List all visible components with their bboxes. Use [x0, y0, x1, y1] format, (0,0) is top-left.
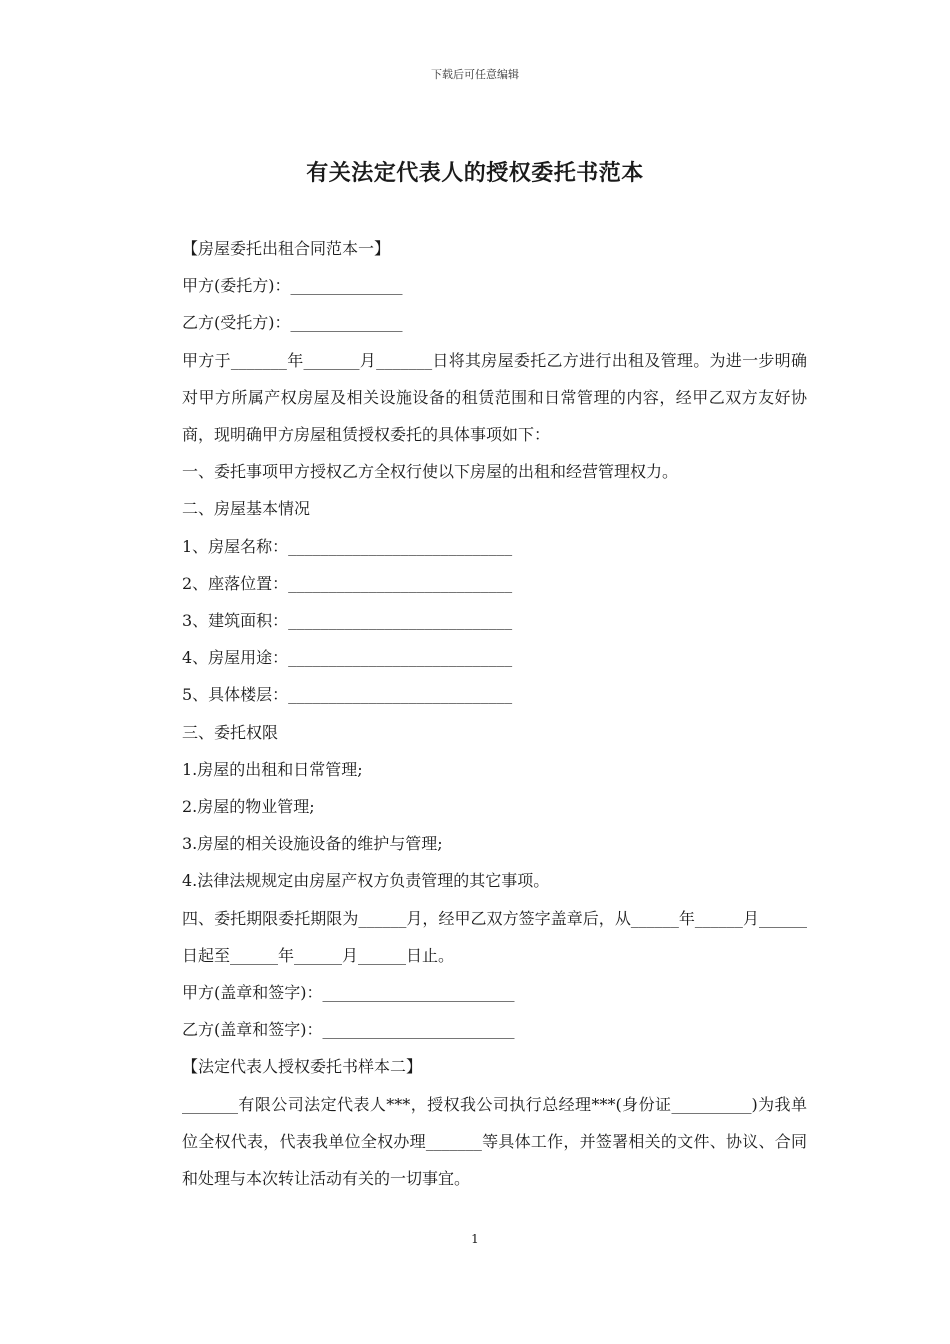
- house-location-line: 2、座落位置：____________________________: [182, 573, 513, 593]
- house-usage-line: 4、房屋用途：____________________________: [182, 648, 513, 668]
- party-b-signature-line: 乙方(盖章和签字)：________________________: [182, 1020, 515, 1040]
- section-heading-2: 【法定代表人授权委托书样本二】: [182, 1057, 423, 1077]
- clause-4-term: 四、委托期限委托期限为______月，经甲乙双方签字盖章后，从______年______月______日起至______年______月______日止。: [182, 908, 807, 965]
- clause-1: 一、委托事项甲方授权乙方全权行使以下房屋的出租和经营管理权力。: [182, 462, 679, 482]
- authority-item-1: 1.房屋的出租和日常管理;: [182, 759, 363, 779]
- party-a-line: 甲方(委托方)：______________: [182, 276, 403, 296]
- document-body: [145, 230, 807, 1197]
- clause-3-heading: 三、委托权限: [182, 722, 279, 742]
- party-b-line: 乙方(受托方)：______________: [182, 313, 403, 333]
- house-area-line: 3、建筑面积：____________________________: [182, 611, 513, 631]
- house-floor-line: 5、具体楼层：____________________________: [182, 685, 513, 705]
- authorization-paragraph: _______有限公司法定代表人***，授权我公司执行总经理***(身份证__________)为我单位全权代表，代表我单位全权办理_______等具体工作，并签署相关的文件、协议、合同和处理与本次转让活动有关的一切事宜。: [182, 1094, 807, 1189]
- clause-2-heading: 二、房屋基本情况: [182, 499, 311, 519]
- header-note: 下载后可任意编辑: [431, 68, 519, 81]
- document-title: 有关法定代表人的授权委托书范本: [306, 160, 644, 186]
- authority-item-2: 2.房屋的物业管理;: [182, 797, 315, 817]
- section-heading-1: 【房屋委托出租合同范本一】: [182, 239, 391, 258]
- page-number: 1: [471, 1232, 479, 1246]
- authority-item-4: 4.法律法规规定由房屋产权方负责管理的其它事项。: [182, 871, 550, 891]
- authority-item-3: 3.房屋的相关设施设备的维护与管理;: [182, 834, 443, 854]
- intro-paragraph: 甲方于_______年_______月_______日将其房屋委托乙方进行出租及管理。为进一步明确对甲方所属产权房屋及相关设施设备的租赁范围和日常管理的内容，经甲乙双方友好协商，现明确甲方房屋租赁授权委托的具体事项如下：: [182, 350, 807, 445]
- party-a-signature-line: 甲方(盖章和签字)：________________________: [182, 983, 515, 1003]
- house-name-line: 1、房屋名称：____________________________: [182, 536, 513, 556]
